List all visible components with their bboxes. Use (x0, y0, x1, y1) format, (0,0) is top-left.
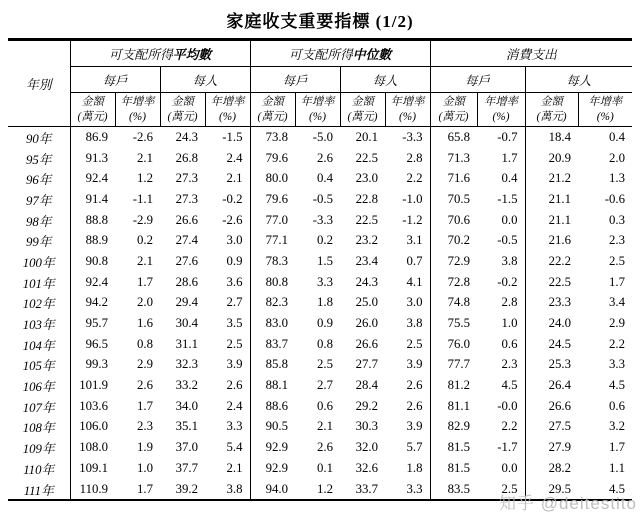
value-cell: 2.4 (226, 150, 243, 165)
value-cell: 73.8 (250, 127, 295, 148)
value-cell: 2.2 (406, 171, 423, 186)
value-cell: 3.9 (406, 419, 423, 434)
measure-header-amount: 金額 (萬元) (430, 93, 477, 127)
value-cell: 2.6 (317, 440, 333, 455)
measure-header-rate: 年增率 (%) (385, 93, 430, 127)
value-cell: 2.0 (137, 295, 153, 310)
value-cell: 29.4 (175, 295, 198, 310)
subheader-per-household: 每戶 (70, 67, 160, 93)
table-row (8, 168, 632, 189)
value-cell: 74.8 (430, 293, 477, 314)
value-cell: 82.9 (430, 417, 477, 438)
value-cell: 32.6 (355, 460, 378, 475)
value-cell: 0.6 (609, 398, 625, 413)
measure-header-amount: 金額 (萬元) (70, 93, 115, 127)
year-cell: 100年 (8, 251, 70, 272)
value-cell: 0.0 (501, 212, 518, 227)
value-cell: -1.5 (222, 129, 243, 144)
value-cell: 3.5 (226, 316, 243, 331)
year-cell: 103年 (8, 313, 70, 334)
header-row-subgroups (8, 67, 632, 93)
value-cell: 24.3 (355, 274, 378, 289)
value-cell: -0.5 (497, 233, 518, 248)
value-cell: -0.5 (312, 191, 333, 206)
value-cell: 27.6 (175, 253, 198, 268)
table-row (8, 417, 632, 438)
value-cell: 3.3 (317, 274, 333, 289)
measure-header-rate: 年增率 (%) (205, 93, 250, 127)
value-cell: 108.0 (79, 440, 108, 455)
value-cell: 3.1 (406, 233, 423, 248)
value-cell: 2.9 (609, 316, 625, 331)
table-row (8, 437, 632, 458)
value-cell: 1.6 (137, 316, 153, 331)
year-cell: 108年 (8, 417, 70, 438)
table-row (8, 127, 632, 148)
value-cell: 29.2 (355, 398, 378, 413)
value-cell: 2.6 (137, 378, 153, 393)
value-cell: 2.7 (317, 378, 333, 393)
value-cell: 0.6 (317, 398, 333, 413)
value-cell: 33.2 (175, 378, 198, 393)
value-cell: -1.0 (402, 191, 423, 206)
value-cell: 28.4 (355, 378, 378, 393)
value-cell: 0.4 (501, 171, 518, 186)
page-title: 家庭收支重要指標 (1/2) (226, 12, 414, 31)
table-row (8, 313, 632, 334)
value-cell: 101.9 (79, 378, 108, 393)
value-cell: -1.2 (402, 212, 423, 227)
value-cell: 2.2 (609, 336, 625, 351)
value-cell: 85.8 (250, 355, 295, 376)
subheader-per-person: 每人 (160, 67, 250, 93)
value-cell: 27.5 (525, 417, 578, 438)
value-cell: 37.7 (175, 460, 198, 475)
value-cell: 24.5 (525, 334, 578, 355)
value-cell: 106.0 (79, 419, 108, 434)
value-cell: 39.2 (175, 481, 198, 496)
value-cell: 77.7 (430, 355, 477, 376)
value-cell: 37.0 (175, 440, 198, 455)
group-label-normal: 可支配所得 (288, 48, 353, 62)
value-cell: 79.6 (250, 148, 295, 169)
table-row (8, 355, 632, 376)
value-cell: 2.3 (501, 357, 518, 372)
group-header-average-disposable-income (70, 40, 250, 67)
year-cell: 101年 (8, 272, 70, 293)
year-cell: 102年 (8, 293, 70, 314)
year-cell: 107年 (8, 396, 70, 417)
value-cell: 0.8 (137, 336, 153, 351)
value-cell: 92.4 (85, 171, 108, 186)
value-cell: -0.6 (604, 191, 625, 206)
value-cell: 24.0 (525, 313, 578, 334)
value-cell: 92.4 (85, 274, 108, 289)
value-cell: 1.2 (137, 171, 153, 186)
value-cell: 23.2 (355, 233, 378, 248)
value-cell: 32.0 (355, 440, 378, 455)
group-label-normal: 可支配所得 (108, 48, 173, 62)
value-cell: 31.1 (175, 336, 198, 351)
value-cell: 0.4 (317, 171, 333, 186)
value-cell: 1.7 (609, 440, 625, 455)
value-cell: 1.1 (609, 460, 625, 475)
value-cell: 86.9 (85, 129, 108, 144)
value-cell: 27.9 (525, 437, 578, 458)
value-cell: -0.2 (497, 274, 518, 289)
value-cell: -2.6 (222, 212, 243, 227)
value-cell: 26.8 (175, 150, 198, 165)
value-cell: -1.1 (132, 191, 153, 206)
value-cell: 3.8 (406, 316, 423, 331)
value-cell: 24.3 (175, 129, 198, 144)
value-cell: 2.5 (406, 336, 423, 351)
value-cell: 3.8 (501, 253, 518, 268)
value-cell: 3.4 (609, 295, 625, 310)
value-cell: 22.5 (355, 212, 378, 227)
value-cell: 72.9 (430, 251, 477, 272)
value-cell: 22.5 (355, 150, 378, 165)
table-row (8, 230, 632, 251)
year-cell: 90年 (8, 127, 70, 148)
value-cell: -0.7 (497, 129, 518, 144)
value-cell: 23.3 (525, 293, 578, 314)
value-cell: 22.8 (355, 191, 378, 206)
value-cell: 2.7 (226, 295, 243, 310)
value-cell: 1.0 (501, 316, 518, 331)
table-row (8, 293, 632, 314)
value-cell: -0.2 (222, 191, 243, 206)
value-cell: 79.6 (250, 189, 295, 210)
year-cell: 109年 (8, 437, 70, 458)
value-cell: 88.6 (250, 396, 295, 417)
value-cell: 32.3 (175, 357, 198, 372)
value-cell: 99.3 (85, 357, 108, 372)
subheader-per-person: 每人 (340, 67, 430, 93)
value-cell: 78.3 (250, 251, 295, 272)
table-header (8, 40, 632, 127)
value-cell: 27.3 (175, 171, 198, 186)
value-cell: 22.2 (525, 251, 578, 272)
value-cell: 65.8 (430, 127, 477, 148)
value-cell: 3.0 (226, 233, 243, 248)
value-cell: 29.5 (525, 479, 578, 501)
value-cell: 3.3 (406, 481, 423, 496)
value-cell: 4.5 (609, 378, 625, 393)
value-cell: 96.5 (85, 336, 108, 351)
year-cell: 104年 (8, 334, 70, 355)
value-cell: 81.2 (430, 375, 477, 396)
value-cell: 20.1 (355, 129, 378, 144)
measure-header-rate: 年增率 (%) (115, 93, 160, 127)
value-cell: 0.9 (317, 316, 333, 331)
table-row (8, 210, 632, 231)
measure-header-amount: 金額 (萬元) (525, 93, 578, 127)
value-cell: 21.2 (525, 168, 578, 189)
value-cell: 83.0 (250, 313, 295, 334)
measure-header-rate: 年增率 (%) (477, 93, 525, 127)
value-cell: 0.2 (317, 233, 333, 248)
value-cell: -2.6 (132, 129, 153, 144)
value-cell: 1.0 (137, 460, 153, 475)
year-cell: 99年 (8, 230, 70, 251)
value-cell: 70.2 (430, 230, 477, 251)
value-cell: 1.2 (317, 481, 333, 496)
value-cell: 81.1 (430, 396, 477, 417)
value-cell: 28.6 (175, 274, 198, 289)
value-cell: 1.9 (137, 440, 153, 455)
value-cell: 2.8 (501, 295, 518, 310)
value-cell: 0.6 (501, 336, 518, 351)
value-cell: 2.5 (501, 481, 518, 496)
table-row (8, 334, 632, 355)
value-cell: 27.4 (175, 233, 198, 248)
measure-header-rate: 年增率 (%) (578, 93, 632, 127)
value-cell: 110.9 (79, 481, 108, 496)
value-cell: 90.5 (250, 417, 295, 438)
value-cell: 82.3 (250, 293, 295, 314)
subheader-per-household: 每戶 (250, 67, 340, 93)
value-cell: 18.4 (525, 127, 578, 148)
value-cell: 70.6 (430, 210, 477, 231)
value-cell: 91.3 (85, 150, 108, 165)
value-cell: 2.1 (137, 253, 153, 268)
value-cell: 1.5 (317, 253, 333, 268)
table-body (8, 127, 632, 501)
value-cell: 26.0 (355, 316, 378, 331)
year-cell: 95年 (8, 148, 70, 169)
table-row (8, 272, 632, 293)
value-cell: 21.6 (525, 230, 578, 251)
value-cell: 88.9 (85, 233, 108, 248)
value-cell: 0.8 (317, 336, 333, 351)
group-header-consumption-expenditure (430, 40, 632, 67)
value-cell: 3.9 (226, 357, 243, 372)
group-label-normal: 消費支出 (505, 48, 557, 62)
value-cell: -1.5 (497, 191, 518, 206)
value-cell: 28.2 (525, 458, 578, 479)
value-cell: 80.8 (250, 272, 295, 293)
value-cell: 72.8 (430, 272, 477, 293)
value-cell: 92.9 (250, 458, 295, 479)
value-cell: 94.0 (250, 479, 295, 501)
value-cell: 80.0 (250, 168, 295, 189)
value-cell: -1.7 (497, 440, 518, 455)
value-cell: 2.3 (137, 419, 153, 434)
value-cell: 77.1 (250, 230, 295, 251)
value-cell: 30.4 (175, 316, 198, 331)
subheader-per-household: 每戶 (430, 67, 525, 93)
value-cell: 2.6 (317, 150, 333, 165)
value-cell: 2.3 (609, 233, 625, 248)
value-cell: 2.4 (226, 398, 243, 413)
value-cell: 22.5 (525, 272, 578, 293)
table-row (8, 375, 632, 396)
measure-header-amount: 金額 (萬元) (340, 93, 385, 127)
value-cell: 1.7 (137, 274, 153, 289)
value-cell: 35.1 (175, 419, 198, 434)
value-cell: 81.5 (430, 458, 477, 479)
value-cell: 30.3 (355, 419, 378, 434)
year-cell: 98年 (8, 210, 70, 231)
value-cell: 77.0 (250, 210, 295, 231)
value-cell: 25.0 (355, 295, 378, 310)
measure-header-rate: 年增率 (%) (295, 93, 340, 127)
value-cell: 23.0 (355, 171, 378, 186)
value-cell: 1.7 (501, 150, 518, 165)
measure-header-amount: 金額 (萬元) (160, 93, 205, 127)
header-row-measures (8, 93, 632, 127)
year-cell: 106年 (8, 375, 70, 396)
value-cell: 0.2 (137, 233, 153, 248)
table-row (8, 189, 632, 210)
value-cell: -3.3 (312, 212, 333, 227)
value-cell: 26.6 (175, 212, 198, 227)
value-cell: 21.1 (525, 210, 578, 231)
value-cell: 1.8 (317, 295, 333, 310)
value-cell: 26.6 (355, 336, 378, 351)
year-cell: 96年 (8, 168, 70, 189)
value-cell: 83.7 (250, 334, 295, 355)
value-cell: 2.6 (406, 378, 423, 393)
value-cell: -5.0 (312, 129, 333, 144)
value-cell: 4.5 (501, 378, 518, 393)
value-cell: 70.5 (430, 189, 477, 210)
value-cell: 25.3 (525, 355, 578, 376)
value-cell: 0.4 (609, 129, 625, 144)
value-cell: 26.4 (525, 375, 578, 396)
value-cell: 0.7 (406, 253, 423, 268)
value-cell: 76.0 (430, 334, 477, 355)
value-cell: -3.3 (402, 129, 423, 144)
value-cell: 34.0 (175, 398, 198, 413)
value-cell: 94.2 (85, 295, 108, 310)
table-row (8, 251, 632, 272)
table-row (8, 396, 632, 417)
value-cell: 27.7 (355, 357, 378, 372)
household-income-table (8, 38, 632, 501)
value-cell: 5.7 (406, 440, 423, 455)
value-cell: 3.2 (609, 419, 625, 434)
year-cell: 97年 (8, 189, 70, 210)
value-cell: 95.7 (85, 316, 108, 331)
year-cell: 105年 (8, 355, 70, 376)
value-cell: 5.4 (226, 440, 243, 455)
value-cell: 91.4 (85, 191, 108, 206)
measure-header-amount: 金額 (萬元) (250, 93, 295, 127)
value-cell: 33.7 (355, 481, 378, 496)
value-cell: 83.5 (430, 479, 477, 501)
year-column-header: 年別 (8, 40, 70, 127)
value-cell: 2.9 (137, 357, 153, 372)
value-cell: 2.0 (609, 150, 625, 165)
value-cell: 88.8 (85, 212, 108, 227)
value-cell: 1.7 (137, 481, 153, 496)
value-cell: 2.6 (226, 378, 243, 393)
value-cell: 3.3 (609, 357, 625, 372)
value-cell: 20.9 (525, 148, 578, 169)
value-cell: 0.9 (226, 253, 243, 268)
value-cell: 2.1 (137, 150, 153, 165)
value-cell: 3.0 (406, 295, 423, 310)
value-cell: 3.9 (406, 357, 423, 372)
value-cell: 3.8 (226, 481, 243, 496)
value-cell: 75.5 (430, 313, 477, 334)
subheader-per-person: 每人 (525, 67, 632, 93)
value-cell: 2.1 (226, 460, 243, 475)
value-cell: 71.3 (430, 148, 477, 169)
value-cell: 2.1 (317, 419, 333, 434)
value-cell: 26.6 (525, 396, 578, 417)
value-cell: 21.1 (525, 189, 578, 210)
value-cell: 71.6 (430, 168, 477, 189)
group-label-bold: 平均數 (172, 48, 212, 62)
value-cell: 2.5 (609, 253, 625, 268)
value-cell: 0.0 (501, 460, 518, 475)
value-cell: 3.6 (226, 274, 243, 289)
value-cell: 88.1 (250, 375, 295, 396)
watermark: 知乎 @deitestito (498, 494, 637, 513)
value-cell: 109.1 (79, 460, 108, 475)
year-cell: 110年 (8, 458, 70, 479)
value-cell: 90.8 (85, 253, 108, 268)
value-cell: 0.1 (317, 460, 333, 475)
value-cell: 4.1 (406, 274, 423, 289)
value-cell: 103.6 (79, 398, 108, 413)
value-cell: -0.0 (497, 398, 518, 413)
value-cell: 2.5 (317, 357, 333, 372)
value-cell: 1.8 (406, 460, 423, 475)
value-cell: 0.3 (609, 212, 625, 227)
group-header-median-disposable-income (250, 40, 430, 67)
value-cell: 23.4 (355, 253, 378, 268)
value-cell: 2.8 (406, 150, 423, 165)
value-cell: -2.9 (132, 212, 153, 227)
value-cell: 27.3 (175, 191, 198, 206)
value-cell: 4.5 (609, 481, 625, 496)
value-cell: 1.3 (609, 171, 625, 186)
table-row (8, 148, 632, 169)
table-row (8, 458, 632, 479)
value-cell: 2.5 (226, 336, 243, 351)
value-cell: 2.6 (406, 398, 423, 413)
value-cell: 1.7 (137, 398, 153, 413)
value-cell: 2.1 (226, 171, 243, 186)
value-cell: 1.7 (609, 274, 625, 289)
year-cell: 111年 (8, 479, 70, 501)
value-cell: 3.3 (226, 419, 243, 434)
value-cell: 92.9 (250, 437, 295, 458)
value-cell: 2.2 (501, 419, 518, 434)
group-label-bold: 中位數 (352, 48, 392, 62)
value-cell: 81.5 (430, 437, 477, 458)
header-row-groups (8, 40, 632, 67)
